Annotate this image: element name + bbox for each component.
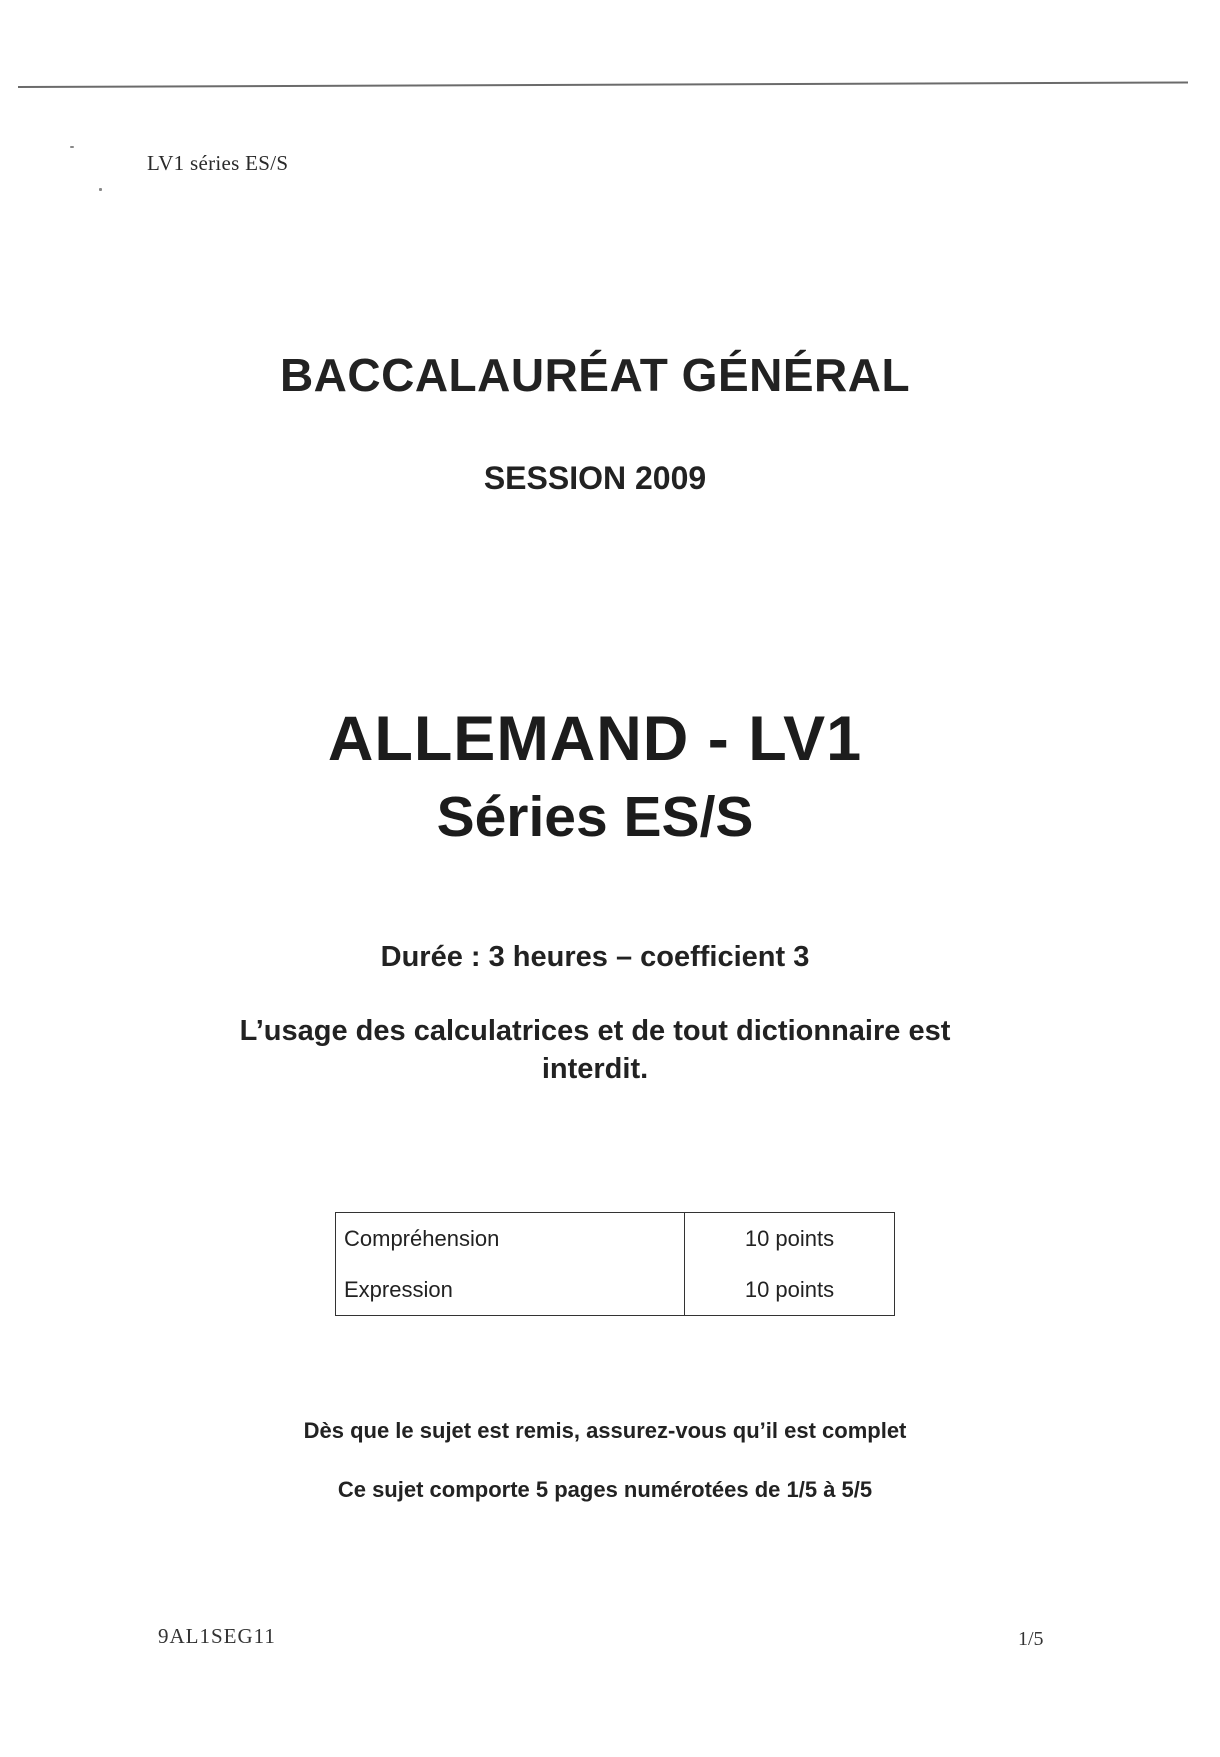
section-name: Compréhension (344, 1225, 500, 1251)
exam-title: BACCALAURÉAT GÉNÉRAL (279, 349, 911, 401)
duration-line: Durée : 3 heures – coefficient 3 (380, 941, 810, 973)
section-points: 10 points (685, 1213, 895, 1265)
section-name: Expression (344, 1276, 453, 1302)
table-row (336, 1264, 895, 1316)
scan-border-line (18, 82, 1188, 88)
footer-exam-code: 9AL1SEG11 (158, 1624, 276, 1648)
usage-rule: L’usage des calculatrices et de tout dictionnaire est interdit. (239, 1015, 951, 1085)
subject-series: Séries ES/S (436, 785, 754, 849)
completeness-notice: Dès que le sujet est remis, assurez-vous qu’il est complet (303, 1418, 907, 1443)
grading-table (335, 1212, 895, 1316)
footer-page-number: 1/5 (1018, 1628, 1044, 1650)
scan-speck (99, 188, 102, 191)
section-points: 10 points (685, 1264, 895, 1316)
scan-speck (70, 146, 74, 148)
subject-name: ALLEMAND - LV1 (327, 704, 863, 774)
table-row (336, 1213, 895, 1265)
session-year: SESSION 2009 (483, 460, 707, 496)
header-series-label: LV1 séries ES/S (147, 151, 289, 175)
page-count-notice: Ce sujet comporte 5 pages numérotées de 1/5 à 5/5 (337, 1477, 873, 1502)
